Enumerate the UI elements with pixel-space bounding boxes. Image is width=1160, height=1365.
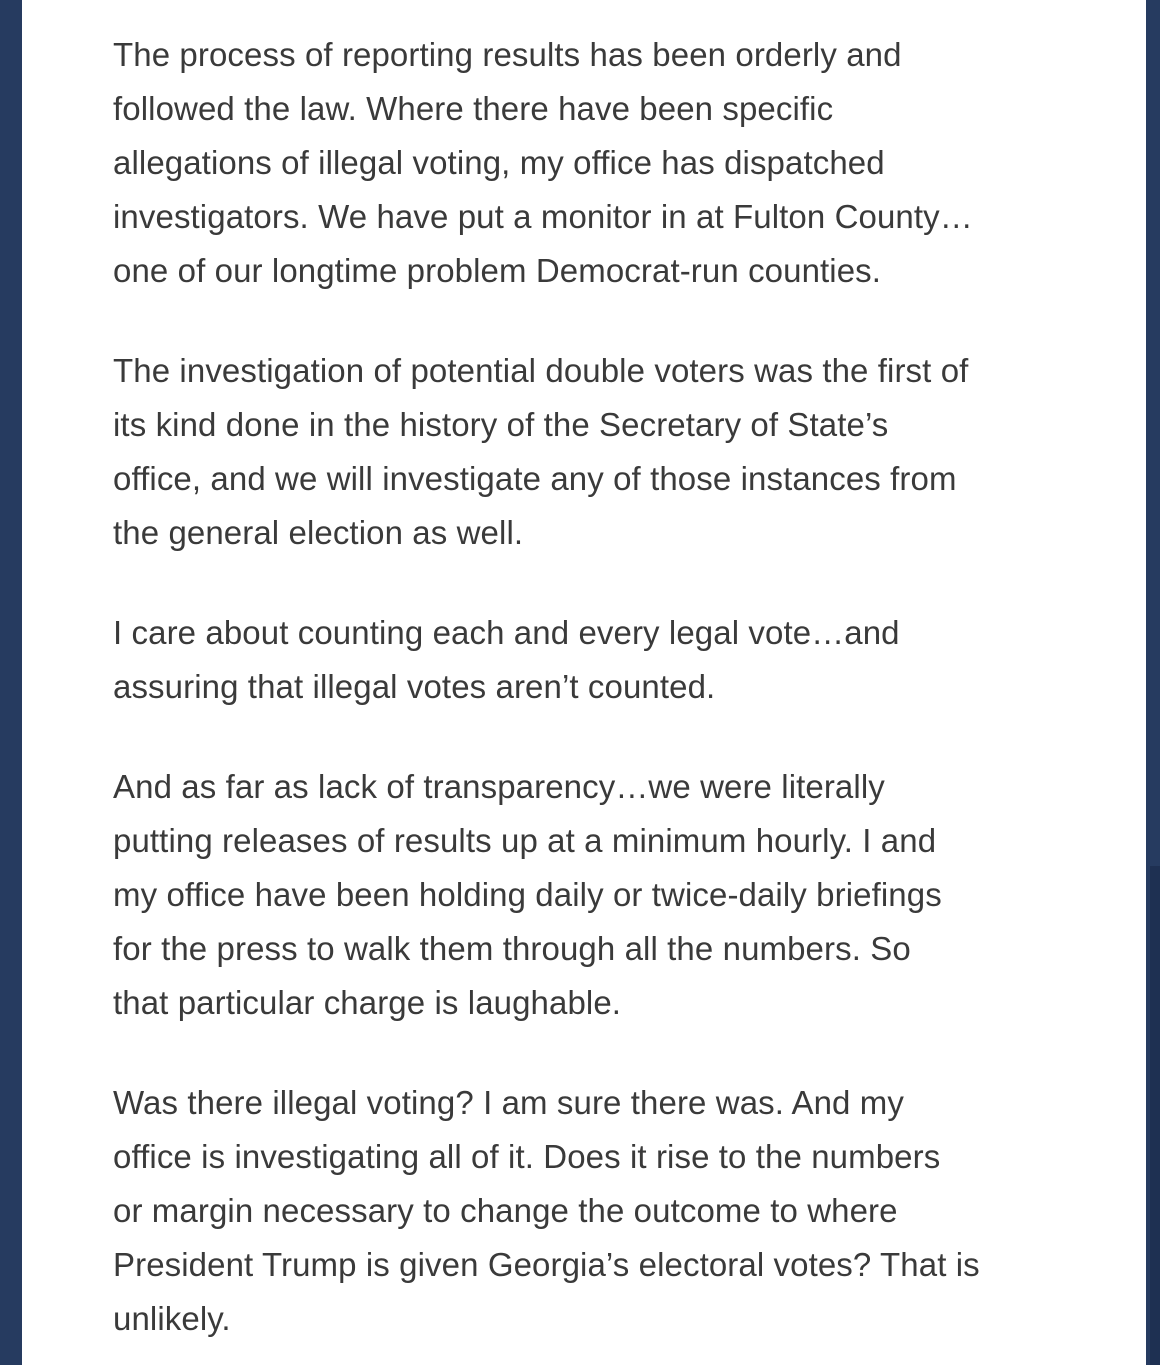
paragraph-reporting-results: The process of reporting results has been orderly and followed the law. Where there have been specific allegations of illegal voting, my office has dispatched investigators. We have put a monitor in at Fulton County… one of our longtime problem Democrat-run counties. (113, 36, 973, 289)
paragraph-legal-vote: I care about counting each and every legal vote…and assuring that illegal votes aren’t counted. (113, 614, 900, 705)
scrollbar-thumb[interactable] (1150, 866, 1160, 1365)
paragraph-double-voters: The investigation of potential double voters was the first of its kind done in the history of the Secretary of State’s office, and we will investigate any of those instances from the general election as well. (113, 352, 969, 551)
document-page[interactable] (22, 0, 1146, 1365)
document-body (113, 28, 1073, 1365)
paragraph-illegal-voting: Was there illegal voting? I am sure there was. And my office is investigating all of it. Does it rise to the numbers or margin necessary to change the outcome to where President Trump is given Georgia’s electoral votes? That is unlikely. (113, 1084, 980, 1337)
paragraph-transparency: And as far as lack of transparency…we were literally putting releases of results up at a minimum hourly. I and my office have been holding daily or twice-daily briefings for the press to walk them through all the numbers. So that particular charge is laughable. (113, 768, 942, 1021)
